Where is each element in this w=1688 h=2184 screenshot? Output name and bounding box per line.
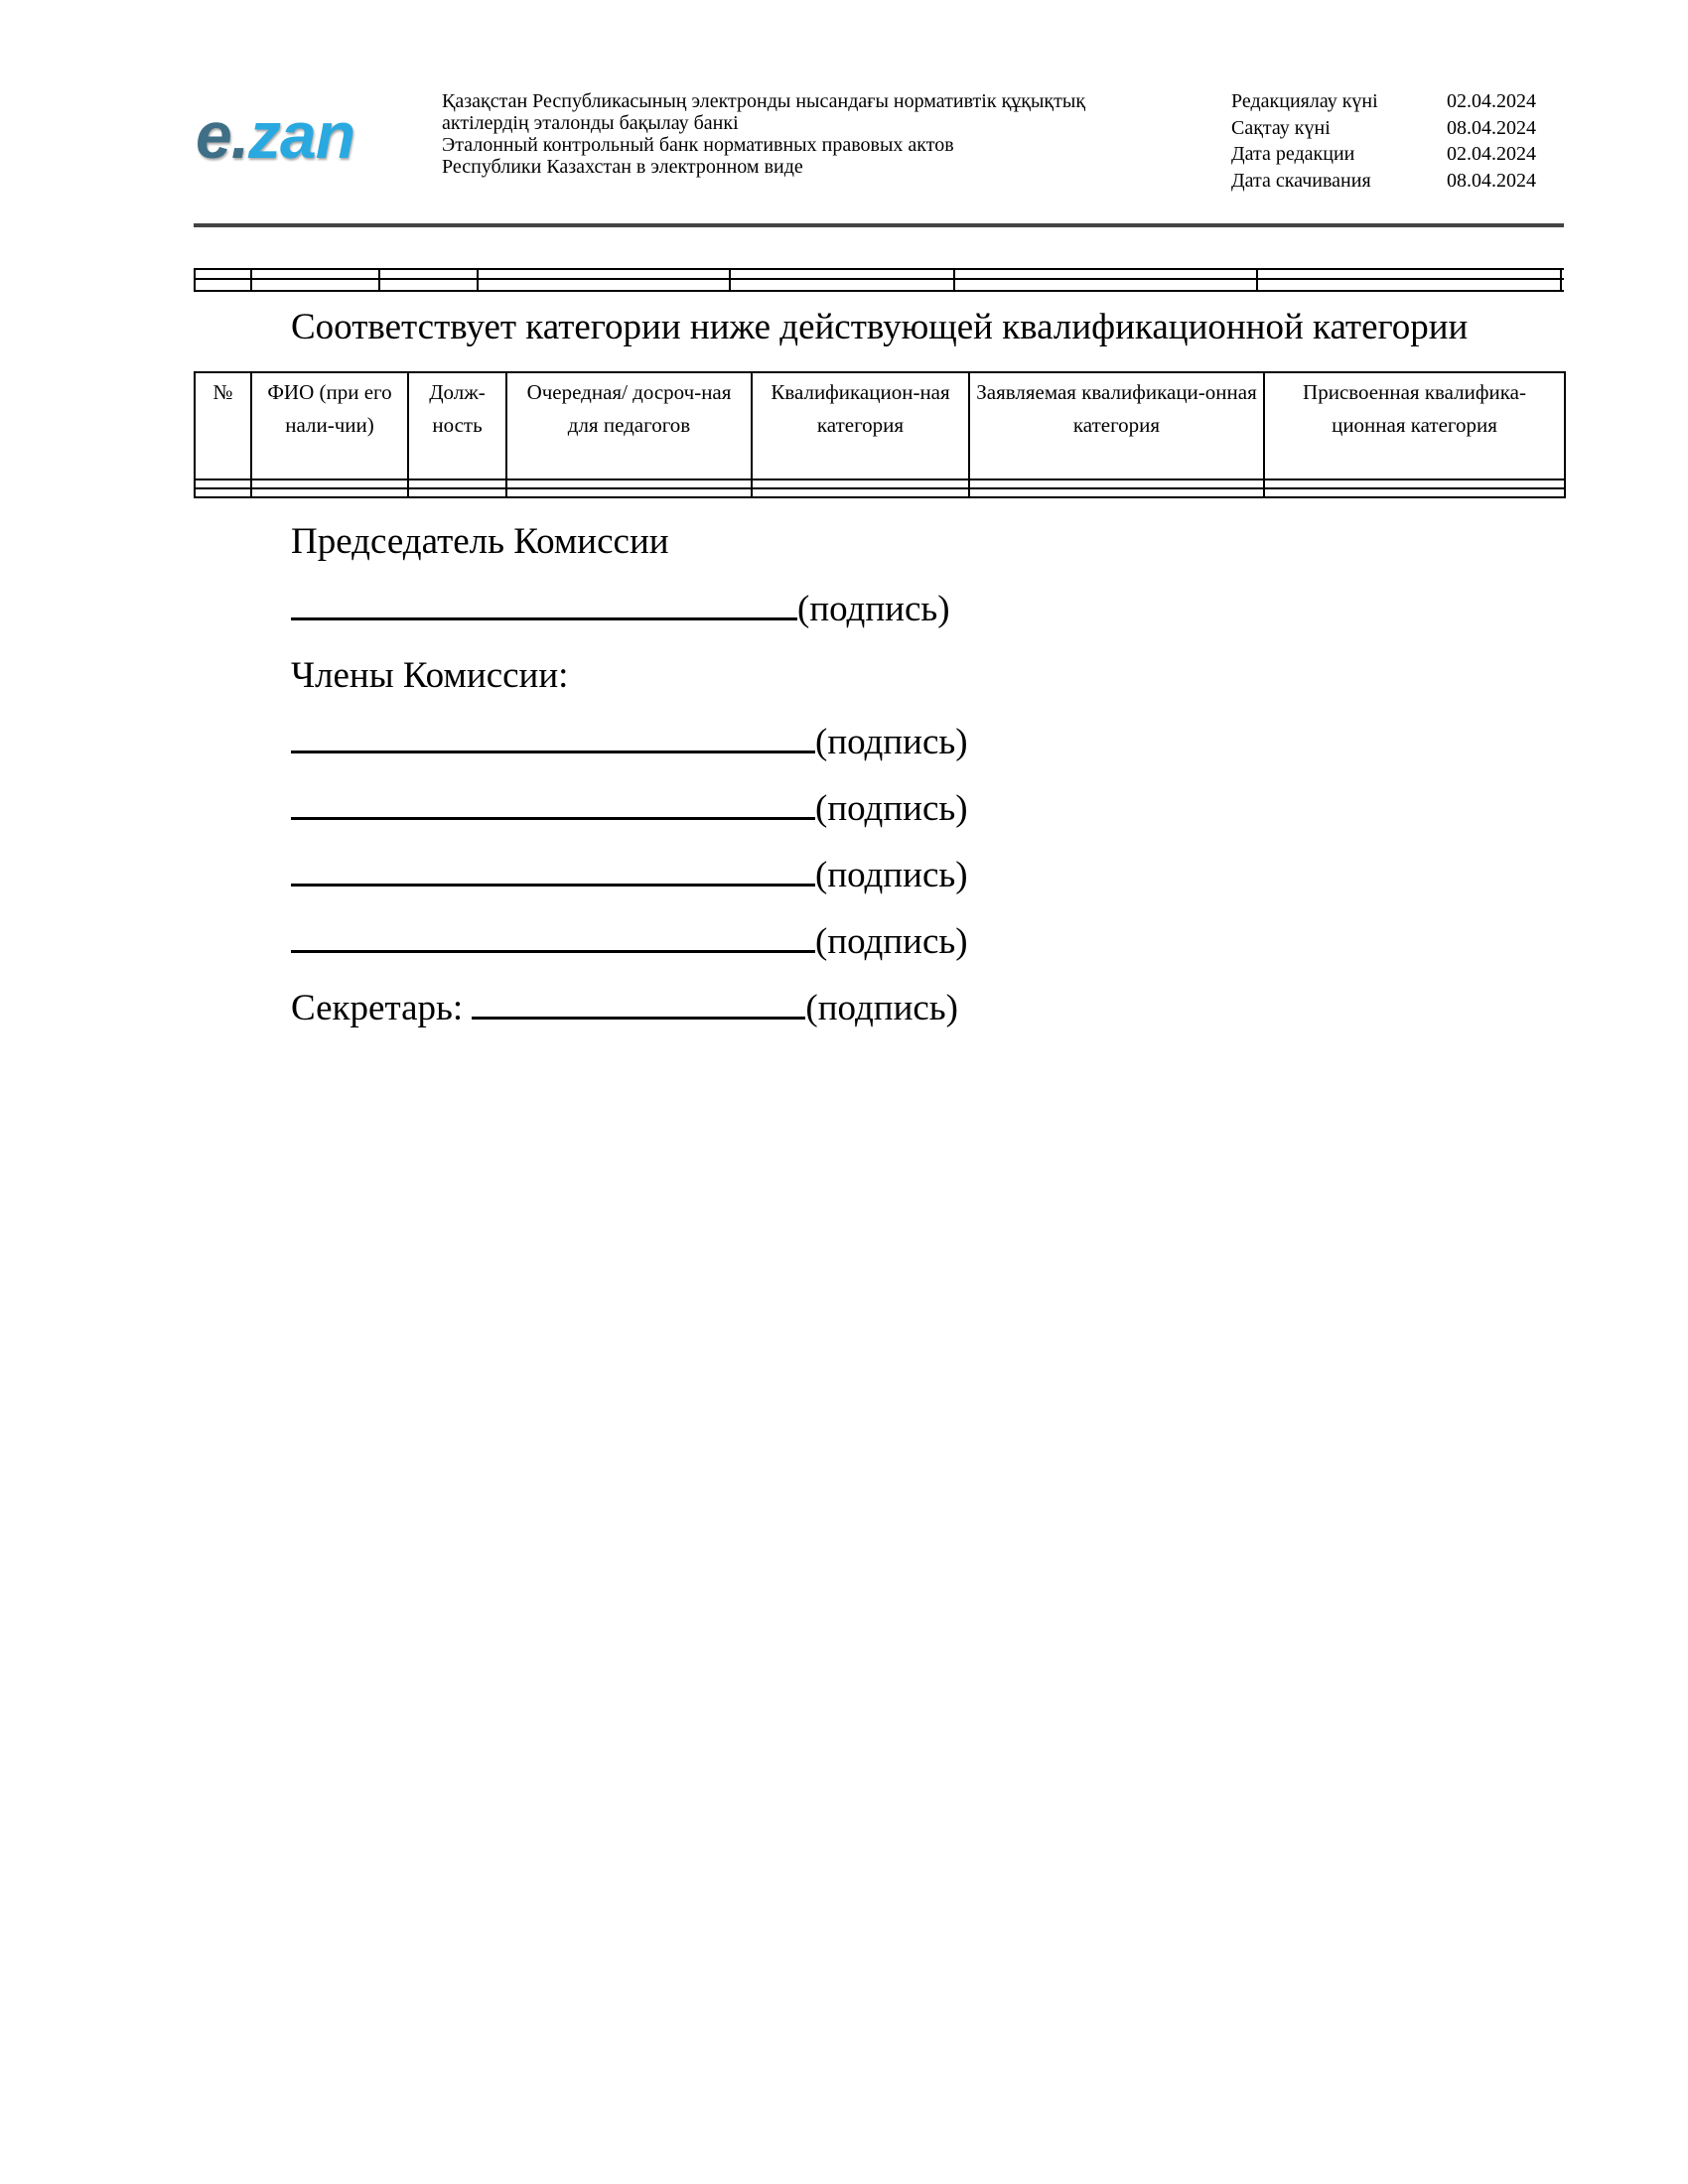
ezan-logo[interactable]: e.zan bbox=[196, 98, 355, 172]
publisher-info bbox=[442, 90, 1085, 178]
signature-caption: (подпись) bbox=[815, 722, 968, 762]
table-cell bbox=[969, 479, 1264, 488]
date-label: Дата редакции bbox=[1231, 143, 1355, 165]
date-value: 08.04.2024 bbox=[1447, 169, 1536, 192]
table-cell bbox=[251, 479, 408, 488]
column-header-position: Долж-ность bbox=[408, 372, 506, 479]
table-cell bbox=[251, 488, 408, 497]
table-cell bbox=[1264, 488, 1565, 497]
table-cell bbox=[506, 479, 752, 488]
table-cell bbox=[408, 479, 506, 488]
table-cell bbox=[969, 488, 1264, 497]
table-row bbox=[195, 479, 1565, 488]
date-row bbox=[1231, 88, 1536, 115]
signature-caption: (подпись) bbox=[815, 921, 968, 962]
column-header-number: № bbox=[195, 372, 251, 479]
chairman-signature-line bbox=[291, 591, 950, 627]
column-header-full-name: ФИО (при его нали-чии) bbox=[251, 372, 408, 479]
signature-caption: (подпись) bbox=[815, 855, 968, 895]
date-value: 02.04.2024 bbox=[1447, 90, 1536, 112]
table-cell bbox=[752, 479, 969, 488]
publisher-line: Қазақстан Республикасының электронды нысандағы нормативтік құқықтық bbox=[442, 90, 1086, 112]
column-header-assigned-category: Присвоенная квалифика-ционная категория bbox=[1264, 372, 1565, 479]
member-signature-line bbox=[291, 857, 968, 893]
table-rule bbox=[250, 268, 252, 292]
member-signature-line bbox=[291, 923, 968, 960]
table-cell bbox=[752, 488, 969, 497]
date-label: Дата скачивания bbox=[1231, 169, 1371, 192]
date-value: 02.04.2024 bbox=[1447, 143, 1536, 165]
edition-dates bbox=[1231, 88, 1536, 194]
table-cell bbox=[506, 488, 752, 497]
table-cell bbox=[195, 479, 251, 488]
date-value: 08.04.2024 bbox=[1447, 116, 1536, 139]
column-header-claimed-category: Заявляемая квалификаци-онная категория bbox=[969, 372, 1264, 479]
signature-caption: (подпись) bbox=[805, 988, 959, 1028]
signature-caption: (подпись) bbox=[797, 589, 950, 629]
signature-blank bbox=[291, 751, 815, 753]
section-title: Соответствует категории ниже действующей квалификационной категории bbox=[291, 307, 1469, 347]
signature-blank bbox=[472, 1017, 805, 1020]
table-cell bbox=[195, 488, 251, 497]
date-label: Сақтау күні bbox=[1231, 116, 1331, 139]
signature-blank bbox=[291, 817, 815, 820]
table-rule bbox=[953, 268, 955, 292]
secretary-label: Секретарь: bbox=[291, 988, 473, 1028]
signature-caption: (подпись) bbox=[815, 788, 968, 829]
table-rule bbox=[194, 278, 1564, 280]
attestation-table bbox=[194, 371, 1566, 498]
publisher-line: Республики Казахстан в электронном виде bbox=[442, 156, 803, 178]
document-header bbox=[194, 84, 1564, 223]
table-rule bbox=[477, 268, 479, 292]
date-label: Редакциялау күні bbox=[1231, 90, 1378, 112]
publisher-line: Эталонный контрольный банк нормативных правовых актов bbox=[442, 134, 954, 156]
date-row bbox=[1231, 141, 1536, 168]
table-header-row bbox=[195, 372, 1565, 479]
column-header-qualification-category: Квалификацион-ная категория bbox=[752, 372, 969, 479]
member-signature-line bbox=[291, 724, 968, 760]
signature-blank bbox=[291, 950, 815, 953]
table-rule bbox=[1560, 268, 1562, 292]
secretary-signature-line bbox=[291, 990, 958, 1026]
signature-blank bbox=[291, 617, 797, 620]
table-cell bbox=[1264, 479, 1565, 488]
member-signature-line bbox=[291, 790, 968, 827]
table-rule bbox=[729, 268, 731, 292]
date-row bbox=[1231, 168, 1536, 195]
signature-blank bbox=[291, 884, 815, 887]
previous-table-tail bbox=[194, 268, 1564, 292]
members-label: Члены Комиссии: bbox=[291, 655, 569, 696]
table-row bbox=[195, 488, 1565, 497]
table-rule bbox=[378, 268, 380, 292]
table-rule bbox=[1256, 268, 1258, 292]
table-cell bbox=[408, 488, 506, 497]
date-row bbox=[1231, 115, 1536, 142]
table-rule bbox=[194, 268, 196, 292]
publisher-line: актілердің эталонды бақылау банкі bbox=[442, 112, 739, 134]
chairman-label: Председатель Комиссии bbox=[291, 521, 669, 562]
column-header-attestation-type: Очередная/ досроч-ная для педагогов bbox=[506, 372, 752, 479]
header-divider bbox=[194, 223, 1564, 227]
